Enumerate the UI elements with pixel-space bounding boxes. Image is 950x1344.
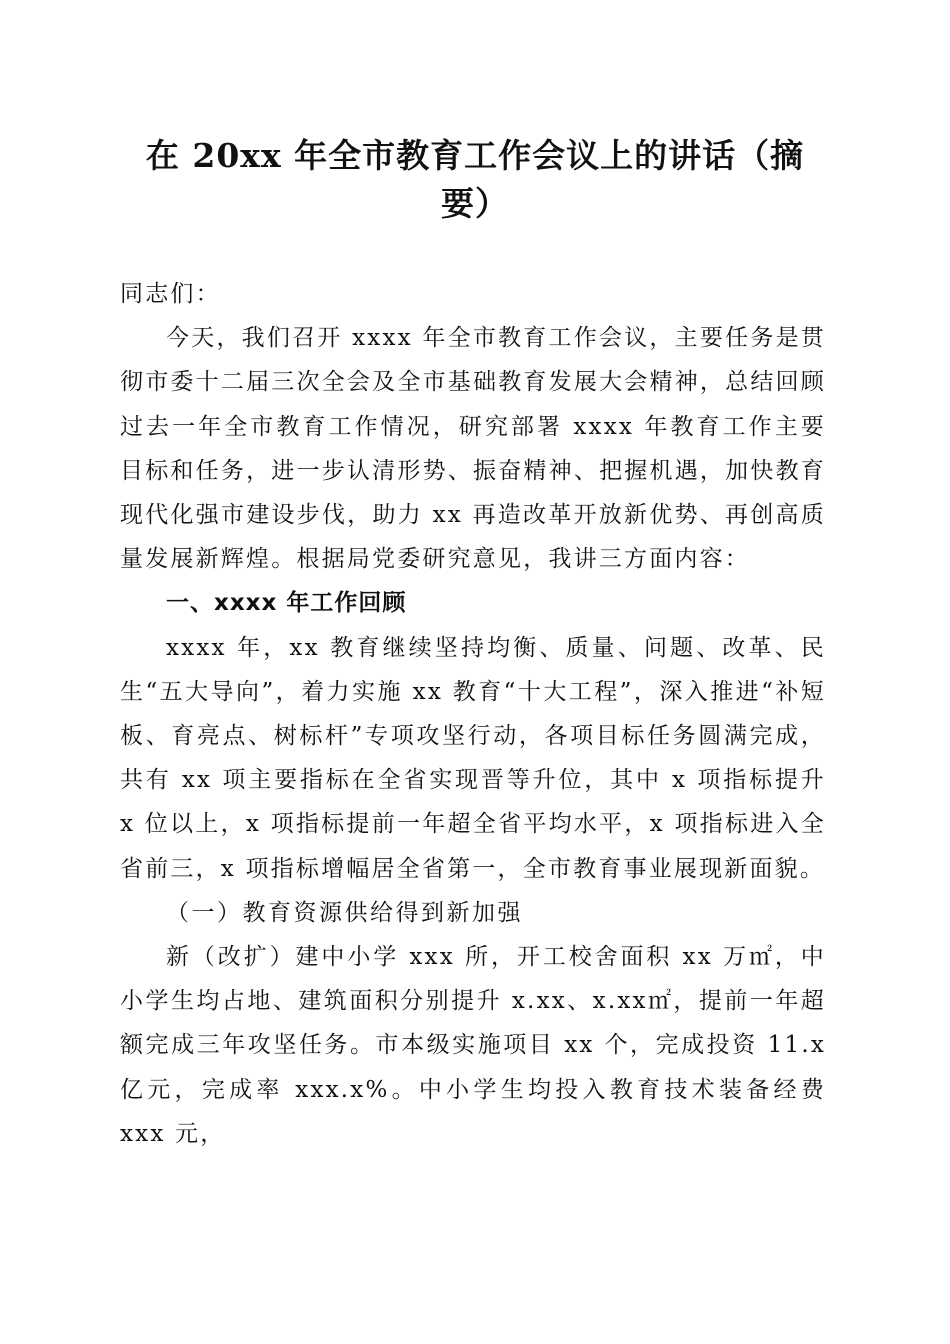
greeting: 同志们：: [120, 281, 221, 307]
subsection-heading-resources: （一）教育资源供给得到新加强: [166, 899, 523, 926]
intro-paragraph: 今天，我们召开 xxxx 年全市教育工作会议，主要任务是贯彻市委十二届三次全会及全市基础教育发展大会精神，总结回顾过去一年全市教育工作情况，研究部署 xxxx 年教育工作主要目标和任务，进一步认清形势、振奋精神、把握机遇，加快教育现代化强市建设步伐，助力 xx 再造改革开放新优势、再创高质量发展新辉煌。根据局党委研究意见，我讲三方面内容：: [120, 325, 826, 573]
review-paragraph: xxxx 年，xx 教育继续坚持均衡、质量、问题、改革、民生“五大导向”，着力实施 xx 教育“十大工程”，深入推进“补短板、育亮点、树标杆”专项攻坚行动，各项目标任务圆满完成，共有 xx 项主要指标在全省实现晋等升位，其中 x 项指标提升 x 位以上，x 项指标提前一年超全省平均水平，x 项指标进入全省前三，x 项指标增幅居全省第一，全市教育事业展现新面貌。: [120, 634, 826, 882]
document-body: [120, 272, 826, 1156]
section-heading-review: 一、xxxx 年工作回顾: [166, 590, 407, 617]
document-title: 在 20xx 年全市教育工作会议上的讲话（摘要）: [145, 136, 805, 223]
resources-paragraph: 新（改扩）建中小学 xxx 所，开工校舍面积 xx 万㎡，中小学生均占地、建筑面积分别提升 x.xx、x.xx㎡，提前一年超额完成三年攻坚任务。市本级实施项目 xx 个，完成投资 11.x 亿元，完成率 xxx.x%。中小学生均投入教育技术装备经费 xxx 元，: [120, 944, 826, 1147]
